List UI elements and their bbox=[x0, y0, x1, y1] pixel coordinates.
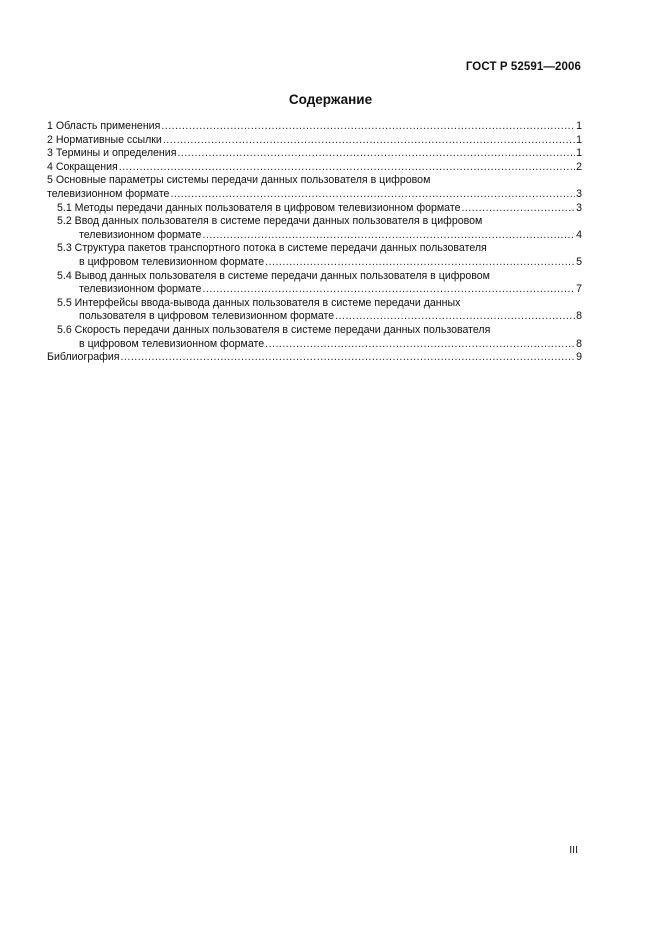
toc-entry[interactable] bbox=[47, 147, 582, 161]
page-number: III bbox=[569, 844, 578, 856]
toc-entry[interactable] bbox=[47, 202, 582, 216]
toc-entry[interactable] bbox=[47, 215, 582, 242]
toc-entry[interactable] bbox=[47, 161, 582, 175]
toc-entry-title: телевизионном формате bbox=[47, 187, 170, 200]
toc-leader-dots bbox=[461, 202, 575, 216]
toc-entry-page: 1 bbox=[576, 120, 582, 132]
toc-entry-title: 5.6 Скорость передачи данных пользователя в системе передачи данных пользователя bbox=[57, 323, 491, 336]
toc-entry-title: 5.1 Методы передачи данных пользователя в цифровом телевизионном формате bbox=[57, 201, 461, 214]
toc-entry-page: 1 bbox=[576, 133, 582, 146]
toc-entry-page: 8 bbox=[576, 310, 582, 323]
toc-title: Содержание bbox=[288, 92, 373, 107]
toc-leader-dots bbox=[202, 283, 575, 297]
toc-leader-dots bbox=[161, 120, 575, 134]
toc-entry[interactable] bbox=[47, 174, 582, 201]
toc-leader-dots bbox=[163, 134, 575, 148]
toc-entry-page: 5 bbox=[576, 255, 582, 268]
toc-entry[interactable] bbox=[47, 120, 582, 134]
toc-entry-title: 5.5 Интерфейсы ввода-вывода данных пользователя в системе передачи данных bbox=[57, 296, 461, 309]
toc-entry-title: телевизионном формате bbox=[79, 283, 202, 296]
toc-entry-title: телевизионном формате bbox=[79, 228, 202, 241]
toc-entry-title: 3 Термины и определения bbox=[47, 147, 177, 160]
toc-entry[interactable] bbox=[47, 324, 582, 351]
toc-leader-dots bbox=[170, 188, 575, 202]
toc-leader-dots bbox=[335, 310, 575, 324]
toc-entry-title: 5 Основные параметры системы передачи данных пользователя в цифровом bbox=[47, 174, 431, 187]
toc-entry[interactable] bbox=[47, 134, 582, 148]
toc-leader-dots bbox=[202, 229, 575, 243]
toc-entry[interactable] bbox=[47, 351, 582, 365]
toc-entry-title: 1 Область применения bbox=[47, 120, 161, 132]
toc-leader-dots bbox=[265, 338, 575, 352]
toc-entry-title: Библиография bbox=[47, 351, 120, 364]
toc-entry-page: 2 bbox=[576, 160, 582, 173]
document-code: ГОСТ Р 52591—2006 bbox=[465, 61, 581, 73]
toc-leader-dots bbox=[265, 256, 575, 270]
toc-entry-title: 4 Сокращения bbox=[47, 160, 118, 173]
toc-entry[interactable] bbox=[47, 242, 582, 269]
toc-entry-title: 5.3 Структура пакетов транспортного потока в системе передачи данных пользователя bbox=[57, 242, 487, 255]
toc-leader-dots bbox=[120, 351, 575, 365]
toc-entry-title: 2 Нормативные ссылки bbox=[47, 133, 162, 146]
toc-entry-title: в цифровом телевизионном формате bbox=[79, 337, 265, 350]
toc-entry[interactable] bbox=[47, 297, 582, 324]
toc-entry-title: в цифровом телевизионном формате bbox=[79, 255, 265, 268]
toc-entry-page: 4 bbox=[576, 228, 582, 241]
toc-entry-page: 8 bbox=[576, 337, 582, 350]
toc-entry-title: 5.2 Ввод данных пользователя в системе передачи данных пользователя в цифровом bbox=[57, 215, 483, 228]
table-of-contents bbox=[47, 120, 582, 365]
toc-entry-page: 1 bbox=[576, 147, 582, 160]
toc-leader-dots bbox=[177, 147, 575, 161]
toc-entry[interactable] bbox=[47, 270, 582, 297]
toc-entry-title: 5.4 Вывод данных пользователя в системе передачи данных пользователя в цифровом bbox=[57, 269, 490, 282]
toc-entry-page: 9 bbox=[576, 351, 582, 364]
toc-leader-dots bbox=[119, 161, 575, 175]
toc-entry-title: пользователя в цифровом телевизионном формате bbox=[79, 310, 335, 323]
toc-entry-page: 7 bbox=[576, 283, 582, 296]
toc-entry-page: 3 bbox=[576, 201, 582, 214]
toc-entry-page: 3 bbox=[576, 187, 582, 200]
